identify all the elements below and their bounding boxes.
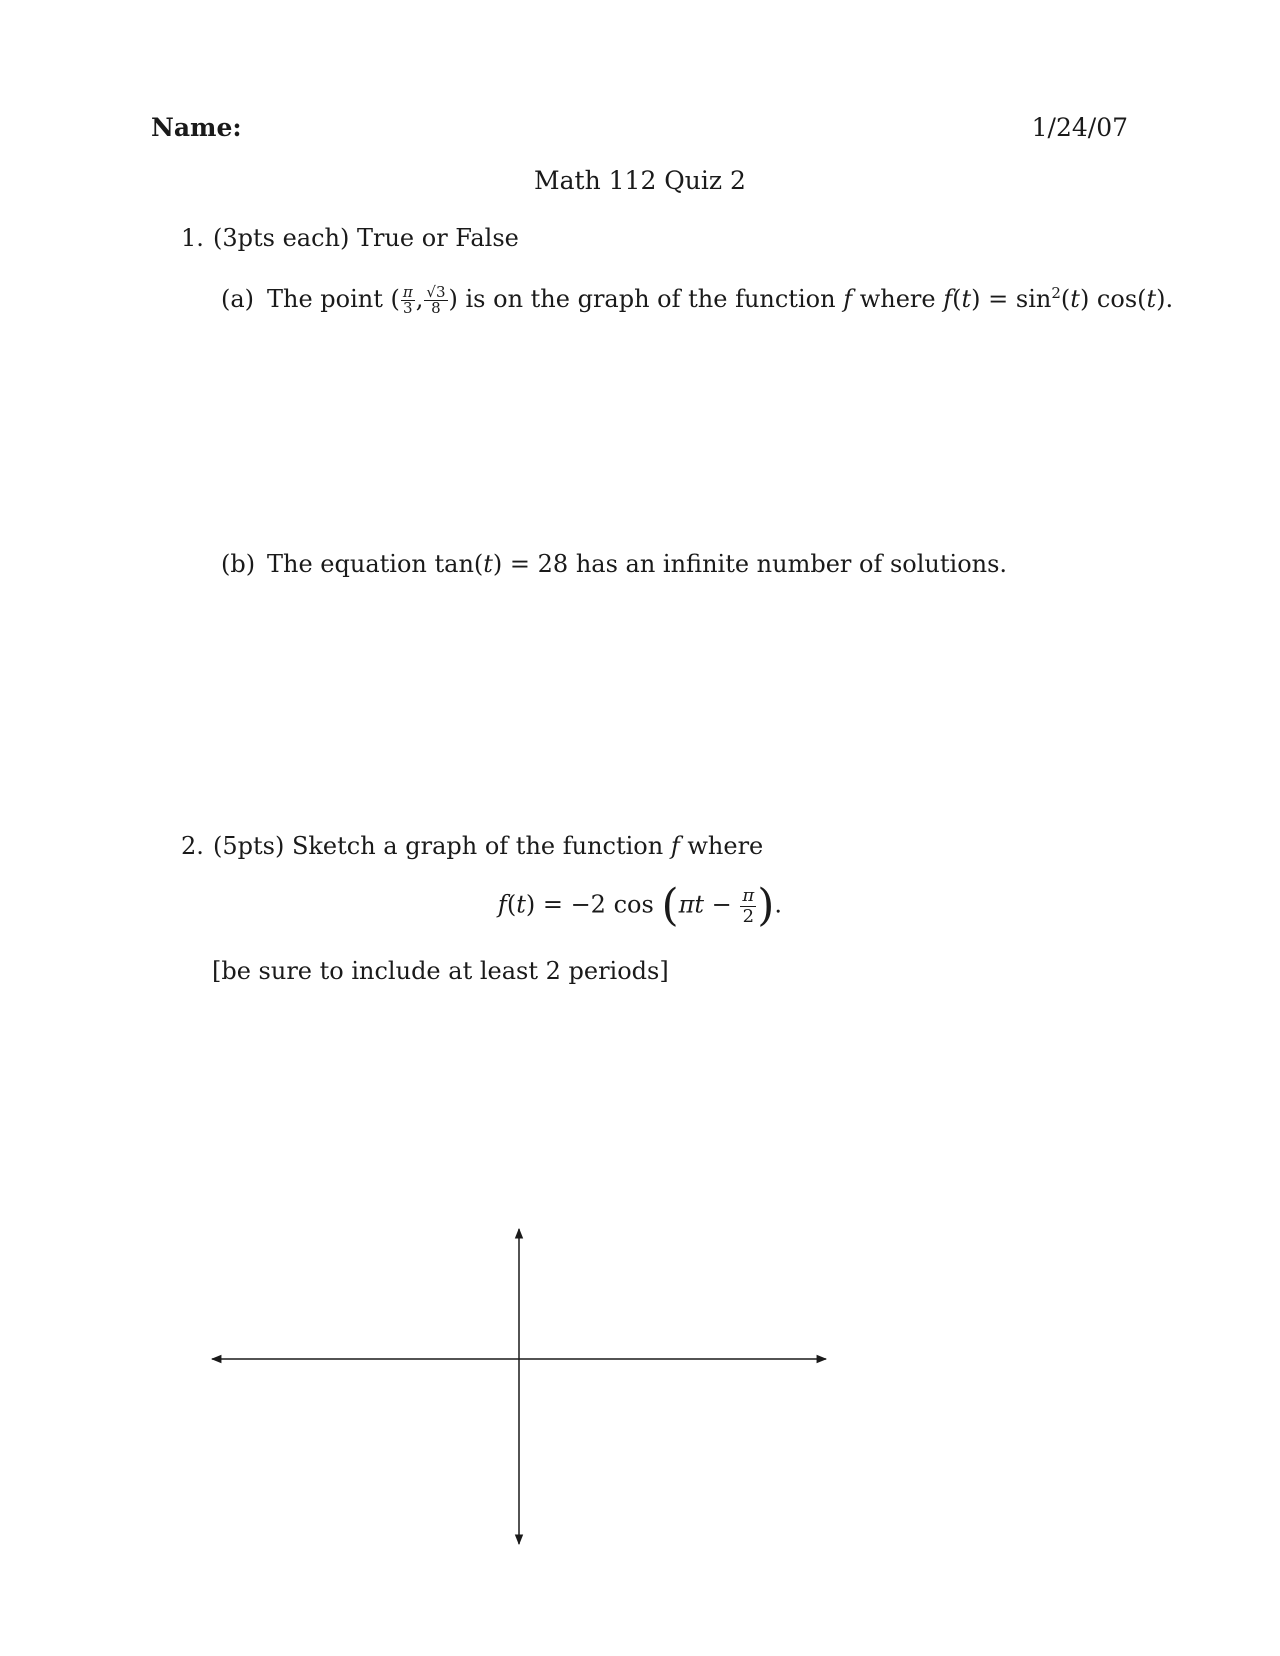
point-comma: , <box>415 285 424 313</box>
formula-pi-t: πt <box>678 890 705 919</box>
fraction-numerator: π <box>402 283 413 301</box>
expr-part: ). <box>1156 285 1174 313</box>
expr-variable: t <box>961 285 972 313</box>
expr-variable: t <box>1146 285 1157 313</box>
question-2-number: 2. <box>181 832 204 860</box>
expr-part: ) cos( <box>1079 285 1147 313</box>
fraction-numerator: √3 <box>426 283 446 301</box>
question-1b-text-after: ) = 28 has an infinite number of solutions. <box>492 550 1008 578</box>
expr-exponent: 2 <box>1051 284 1061 302</box>
fraction-denominator: 3 <box>403 299 413 317</box>
page-title: Math 112 Quiz 2 <box>534 166 746 195</box>
name-label: Name: <box>151 113 242 142</box>
formula-variable: t <box>516 890 526 919</box>
quiz-date: 1/24/07 <box>1031 113 1128 142</box>
question-1b-label: (b) <box>221 550 256 578</box>
formula-close-paren: ) <box>757 880 775 931</box>
expr-part: ) = sin <box>971 285 1052 313</box>
question-1a-text-before: The point ( <box>267 285 400 313</box>
formula-part: ( <box>506 890 517 919</box>
formula-f: f <box>497 890 507 919</box>
formula-open-paren: ( <box>661 880 679 931</box>
formula-minus: − <box>704 890 740 919</box>
expr-part: ( <box>1060 285 1071 313</box>
expr-variable: t <box>1070 285 1080 313</box>
function-symbol: f <box>843 285 853 313</box>
formula-period: . <box>774 890 783 919</box>
question-1a-text-after: ) is on the graph of the function <box>448 285 836 313</box>
fraction-denominator: 8 <box>431 299 441 317</box>
question-2-text-after: where <box>687 832 764 860</box>
question-2-text-before: (5pts) Sketch a graph of the function <box>213 832 664 860</box>
expr-variable: t <box>483 550 493 578</box>
question-2-note: [be sure to include at least 2 periods] <box>212 957 669 985</box>
expr-f: f <box>943 285 953 313</box>
function-symbol: f <box>670 832 680 860</box>
where-word: where <box>859 285 936 313</box>
question-1-number: 1. <box>181 224 204 252</box>
fraction-denominator: 2 <box>742 905 755 927</box>
expr-part: ( <box>952 285 962 313</box>
question-1-text: (3pts each) True or False <box>213 224 519 252</box>
question-1b-text-before: The equation tan( <box>267 550 484 578</box>
question-1a-label: (a) <box>221 285 255 313</box>
fraction-numerator: π <box>742 884 755 906</box>
formula-part: ) = −2 cos <box>525 890 654 919</box>
